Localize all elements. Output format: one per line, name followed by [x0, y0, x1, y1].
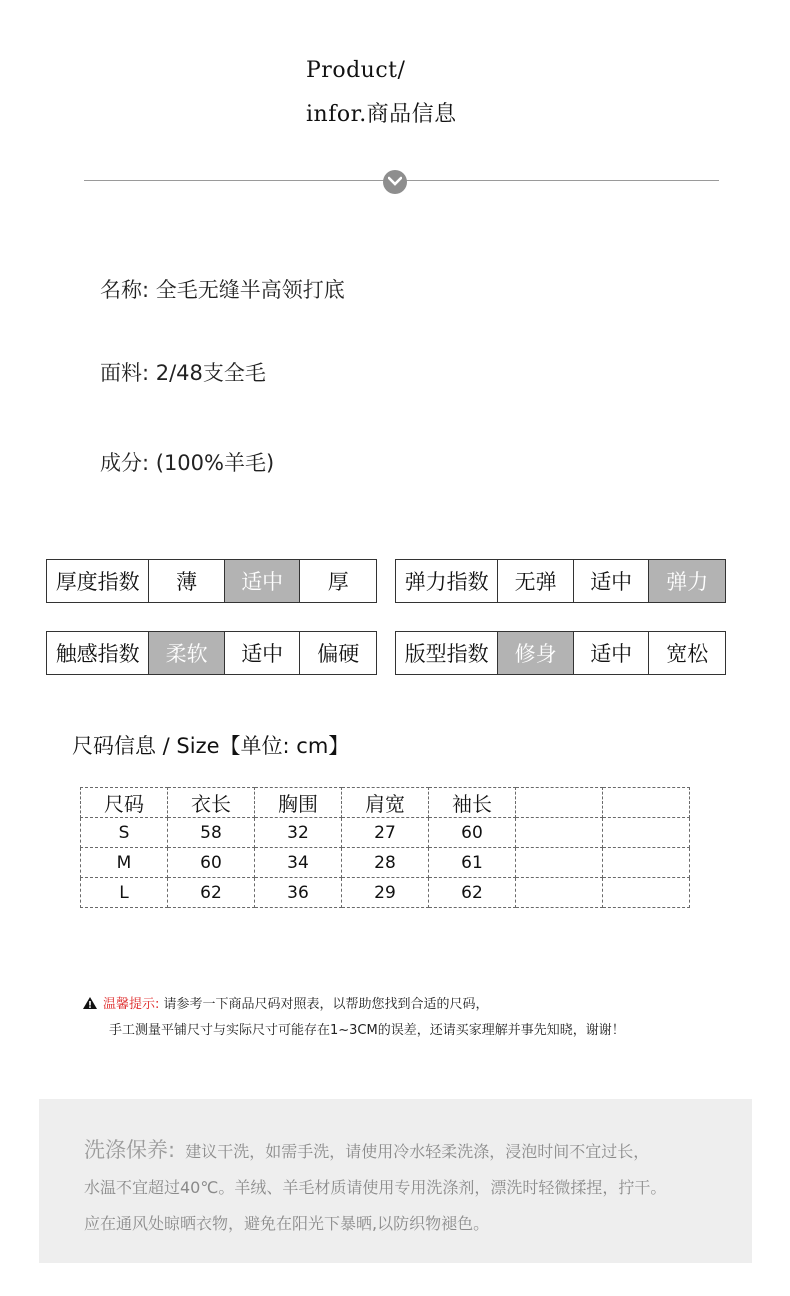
- index-option: 宽松: [648, 632, 725, 674]
- index-option-selected: 修身: [497, 632, 573, 674]
- chevron-down-icon: [383, 170, 407, 194]
- care-label: 洗涤保养:: [84, 1138, 176, 1162]
- index-thickness: [46, 559, 377, 603]
- table-cell: [516, 818, 603, 848]
- index-fit: [395, 631, 726, 675]
- index-label: 版型指数: [404, 642, 489, 666]
- table-cell: 32: [255, 818, 342, 848]
- care-text-2: 水温不宜超过40℃。羊绒、羊毛材质请使用专用洗涤剂，漂洗时轻微揉捏，拧干。: [84, 1178, 667, 1197]
- index-option: 无弹: [497, 560, 573, 602]
- index-touch: [46, 631, 377, 675]
- table-cell: [516, 878, 603, 908]
- table-cell: [516, 848, 603, 878]
- index-label: 厚度指数: [55, 570, 140, 594]
- table-cell: 29: [342, 878, 429, 908]
- column-header: [516, 788, 603, 818]
- index-option: 厚: [299, 560, 376, 602]
- table-cell: 60: [168, 848, 255, 878]
- index-option-selected: 弹力: [648, 560, 725, 602]
- warning-triangle-icon: [83, 997, 97, 1009]
- column-header: 尺码: [81, 788, 168, 818]
- notice-text-2: 手工测量平铺尺寸与实际尺寸可能存在1~3CM的误差，还请买家理解并事先知晓，谢谢！: [109, 1023, 625, 1038]
- care-line-1: [84, 1132, 744, 1170]
- care-text-1: 建议干洗，如需手洗，请使用冷水轻柔洗涤，浸泡时间不宜过长，: [185, 1142, 650, 1161]
- index-label: 触感指数: [55, 642, 140, 666]
- table-row: [81, 818, 690, 848]
- title-product: Product/: [306, 58, 406, 83]
- index-option-selected: 柔软: [148, 632, 224, 674]
- column-header: [603, 788, 690, 818]
- index-elasticity: [395, 559, 726, 603]
- table-cell: L: [81, 878, 168, 908]
- product-name: 名称: 全毛无缝半高领打底: [100, 278, 345, 302]
- size-table: [80, 787, 690, 908]
- notice-text-1: 请参考一下商品尺码对照表，以帮助您找到合适的尺码，: [163, 997, 489, 1012]
- table-cell: [603, 818, 690, 848]
- table-cell: [603, 848, 690, 878]
- table-cell: S: [81, 818, 168, 848]
- index-option-selected: 适中: [224, 560, 300, 602]
- title-product-info: infor.商品信息: [306, 102, 457, 127]
- table-cell: 62: [429, 878, 516, 908]
- column-header: 肩宽: [342, 788, 429, 818]
- table-header-row: [81, 788, 690, 818]
- size-notice: [83, 992, 625, 1044]
- product-composition: 成分: (100%羊毛): [100, 451, 275, 475]
- table-cell: 34: [255, 848, 342, 878]
- index-option: 偏硬: [299, 632, 376, 674]
- table-cell: 27: [342, 818, 429, 848]
- table-row: [81, 848, 690, 878]
- index-label: 弹力指数: [404, 570, 489, 594]
- table-cell: 28: [342, 848, 429, 878]
- column-header: 衣长: [168, 788, 255, 818]
- index-option: 适中: [573, 632, 649, 674]
- care-instructions: [84, 1132, 744, 1242]
- index-option: 薄: [148, 560, 224, 602]
- column-header: 袖长: [429, 788, 516, 818]
- size-chart-title: 尺码信息 / Size【单位: cm】: [72, 734, 350, 758]
- product-fabric: 面料: 2/48支全毛: [100, 361, 266, 385]
- table-cell: M: [81, 848, 168, 878]
- table-row: [81, 878, 690, 908]
- table-cell: 60: [429, 818, 516, 848]
- table-cell: [603, 878, 690, 908]
- index-option: 适中: [573, 560, 649, 602]
- notice-label: 温馨提示:: [103, 997, 160, 1012]
- column-header: 胸围: [255, 788, 342, 818]
- care-text-3: 应在通风处晾晒衣物，避免在阳光下暴晒,以防织物褪色。: [84, 1214, 490, 1233]
- table-cell: 62: [168, 878, 255, 908]
- table-cell: 58: [168, 818, 255, 848]
- index-option: 适中: [224, 632, 300, 674]
- table-cell: 61: [429, 848, 516, 878]
- table-cell: 36: [255, 878, 342, 908]
- notice-line-1: [83, 992, 625, 1018]
